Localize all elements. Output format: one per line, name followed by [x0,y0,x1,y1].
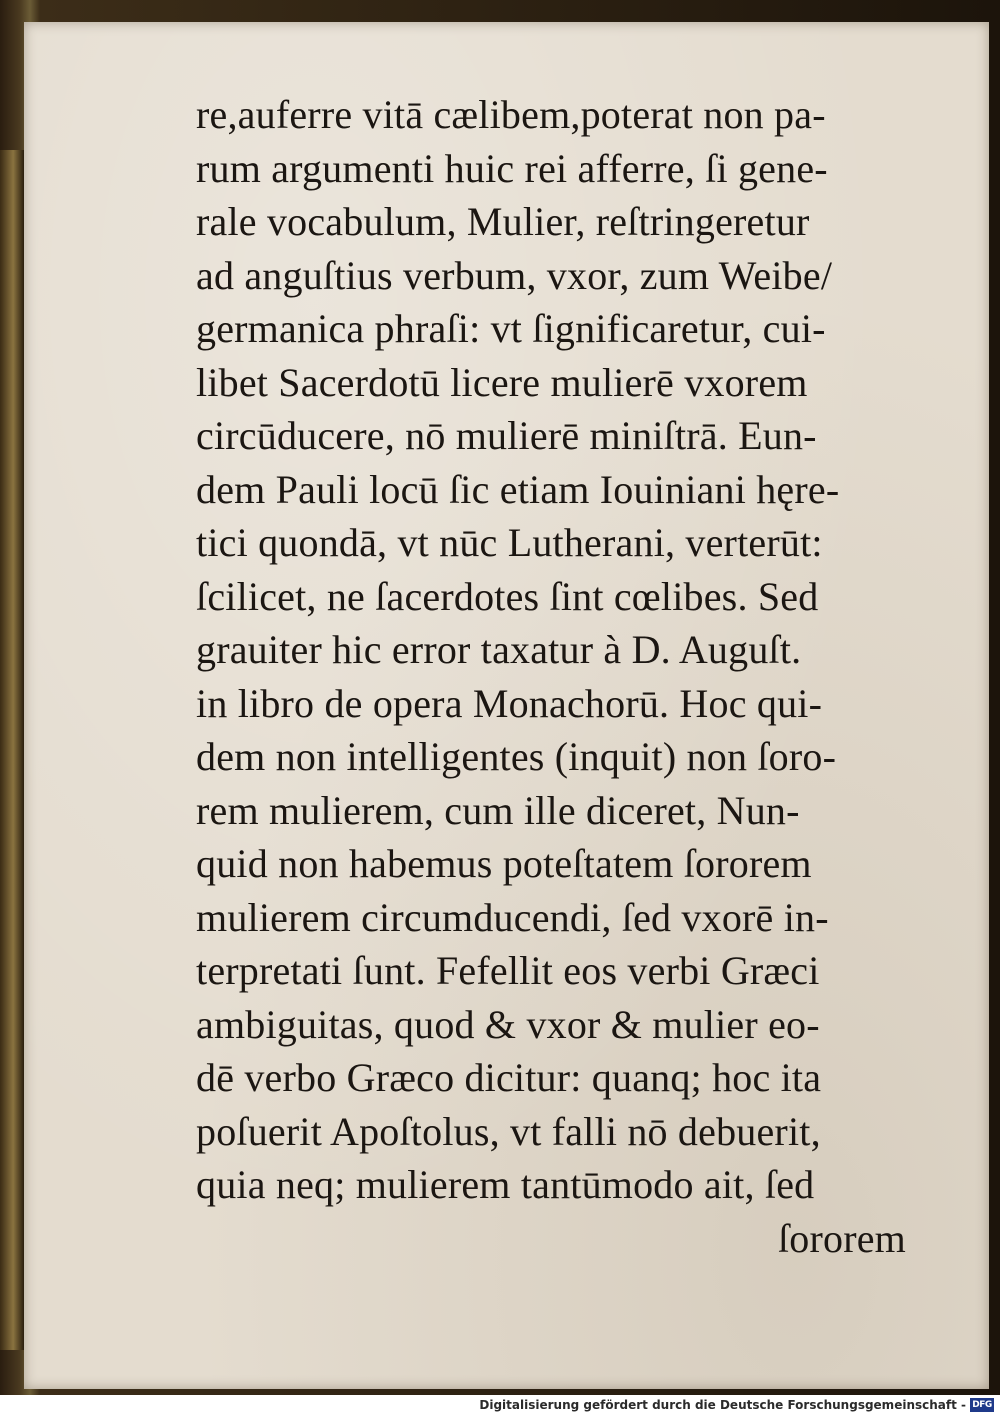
text-line: germanica phraſi: vt ſignificaretur, cui- [196,306,826,351]
text-line: in libro de opera Monachorū. Hoc qui- [196,680,823,726]
text-line: mulierem circumducendi, ſed vxorē in- [196,894,829,940]
text-line: ad anguſtius verbum, vxor, zum Weibe/ [196,252,833,298]
text-line: rem mulierem, cum ille diceret, Nun- [196,787,800,833]
funding-credit: Digitalisierung gefördert durch die Deutsche Forschungsgemeinschaft - [479,1398,966,1412]
text-line: dem non intelligentes (inquit) non ſoro- [196,734,837,779]
binding-edge [0,150,24,1350]
dfg-logo: DFG [970,1398,994,1412]
text-line: ſcilicet, ne ſacerdotes ſint cœlibes. Sed [196,573,819,619]
text-line: circūducere, nō mulierē miniſtrā. Eun- [196,413,817,458]
text-line: dē verbo Græco dicitur: quanq; hoc ita [196,1055,822,1100]
footer-bar [0,1395,1000,1417]
text-line: grauiter hic error taxatur à D. Auguſt. [196,627,802,672]
text-line: ambiguitas, quod & vxor & mulier eo- [196,1001,820,1047]
text-line: re,auferre vitā cælibem,poterat non pa- [196,92,826,137]
text-line: tici quondā, vt nūc Lutherani, verterūt: [196,520,823,565]
text-line: terpretati ſunt. Fefellit eos verbi Græci [196,948,820,993]
text-line: libet Sacerdotū licere mulierē vxorem [196,359,808,405]
text-line: rale vocabulum, Mulier, reſtringeretur [196,199,810,244]
page-text [196,88,912,1265]
text-line: rum argumenti huic rei afferre, ſi gene- [196,145,828,191]
text-line: dem Pauli locū ſic etiam Iouiniani hęre- [196,466,840,512]
text-line: quid non habemus poteſtatem ſororem [196,841,812,886]
text-line: poſuerit Apoſtolus, vt falli nō debuerit, [196,1108,821,1154]
catchword: ſororem [777,1215,906,1261]
text-line: quia neq; mulierem tantūmodo ait, ſed [196,1162,815,1207]
